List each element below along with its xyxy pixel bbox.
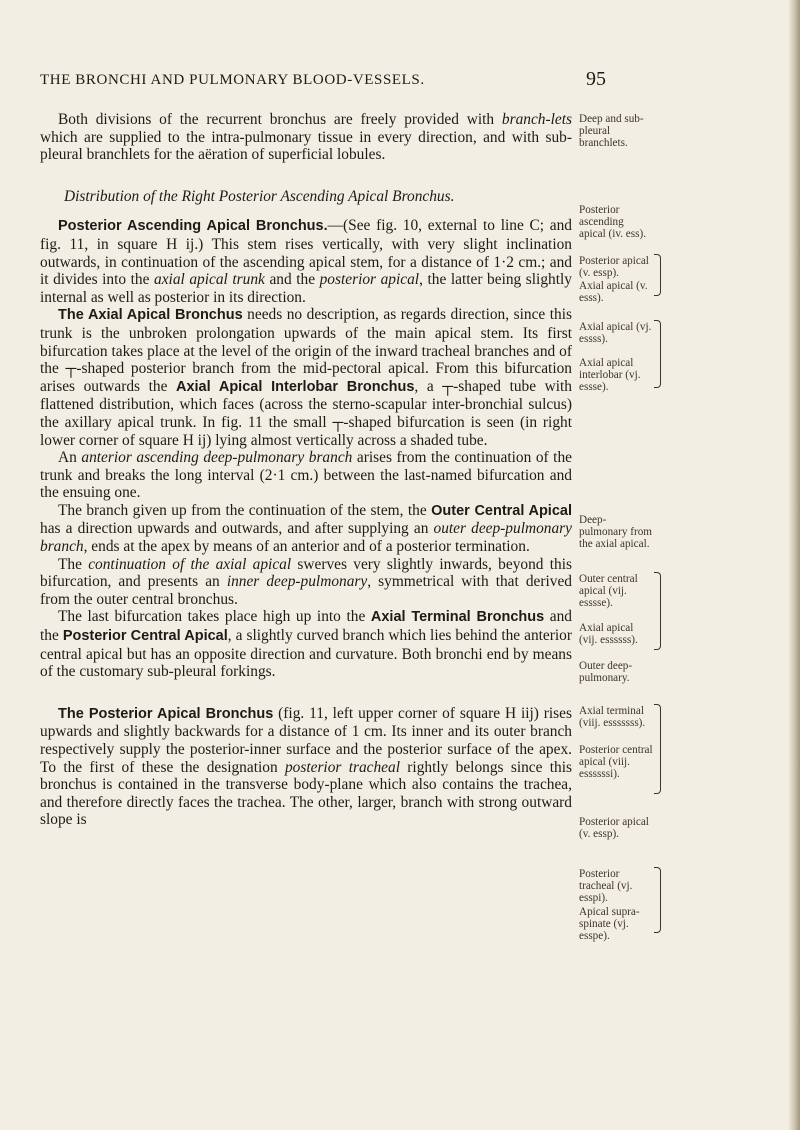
margin-note: Posterior tracheal (vj. esspi). (579, 868, 633, 905)
margin-bracket (654, 254, 661, 296)
margin-bracket (654, 704, 661, 794)
margin-bracket (654, 867, 661, 933)
margin-note: Axial apical (vj. essss). (579, 321, 652, 346)
margin-note: Deep and sub-pleural branchlets. (579, 113, 644, 150)
main-text-column (40, 111, 572, 829)
paragraph-posterior-apical: The Posterior Apical Bronchus (fig. 11, left upper corner of square H iij) rises upwards and slightly backwards for a distance of 1 cm. Its inner and its outer branch respectively supply the posterior-inner surface and the posterior surface of the apex. To the first of these the designation posterior tracheal rightly belongs since this bronchus is contained in the transverse body-plane which also contains the trachea, and therefore directly faces the trachea. The other, larger, branch with strong outward slope is (40, 704, 572, 829)
margin-note: Axial apical (vij. essssss). (579, 622, 638, 647)
margin-note: Posterior apical (v. essp). (579, 255, 649, 280)
paragraph-axial-apical: The Axial Apical Bronchus needs no description, as regards direction, since this trunk is the unbroken prolongation upwards of the main apical stem. Its first bifurcation takes place at the level of the origin of the inward tracheal branches and of the ┬-shaped posterior branch from the mid-pectoral apical. From this bifurcation arises outwards the Axial Apical Interlobar Bronchus, a ┬-shaped tube with flattened distribution, which faces (across the sterno-scapular inter-bronchial sulcus) the axillary apical trunk. In fig. 11 the small ┬-shaped bifurcation is seen (in right lower corner of square H ij) lying almost vertically across a shaded tube. (40, 306, 573, 449)
margin-note: Posterior apical (v. essp). (579, 816, 649, 841)
paragraph-continuation: The continuation of the axial apical swerves very slightly inwards, beyond this bifurcation, and presents an inner deep-pulmonary, symmetrical with that derived from the outer central bronchus. (40, 555, 572, 608)
page-number: 95 (586, 68, 606, 90)
margin-bracket (654, 320, 661, 388)
margin-note: Axial apical interlobar (vj. essse). (579, 357, 641, 394)
margin-note: Axial terminal (viij. esssssss). (579, 705, 646, 730)
paragraph-posterior-ascending: Posterior Ascending Apical Bronchus.—(See fig. 10, external to line C; and fig. 11, in square H ij.) This stem rises vertically, with very slight inclination outwards, in continuation of the ascending apical stem, for a distance of 1·2 cm.; and it divides into the axial apical trunk and the posterior apical, the latter being slightly internal as well as posterior in its direction. (40, 217, 572, 306)
paragraph-outer-central: The branch given up from the continuation of the stem, the Outer Central Apical has a direction upwards and outwards, and after supplying an outer deep-pulmonary branch, ends at the apex by means of an anterior and of a posterior termination. (40, 501, 572, 556)
margin-note: Posterior ascending apical (iv. ess). (579, 204, 646, 241)
paragraph-deep-pulmonary: An anterior ascending deep-pulmonary branch arises from the continuation of the trunk and breaks the long interval (2·1 cm.) between the last-named bifurcation and the ensuing one. (40, 449, 572, 502)
paragraph-axial-terminal: The last bifurcation takes place high up into the Axial Terminal Bronchus and the Posterior Central Apical, a slightly curved branch which lies behind the anterior central apical but has an opposite direction and curvature. Both bronchi end by means of the customary sub-pleural forkings. (40, 608, 573, 681)
page-edge-shadow (788, 0, 800, 1130)
margin-note: Outer deep-pulmonary. (579, 660, 633, 685)
margin-note: Apical supra-spinate (vj. esspe). (579, 906, 640, 943)
margin-note: Axial apical (v. esss). (579, 280, 648, 305)
margin-note: Deep-pulmonary from the axial apical. (579, 514, 653, 551)
section-heading: Distribution of the Right Posterior Ascending Apical Bronchus. (64, 187, 455, 205)
margin-note: Outer central apical (vij. esssse). (579, 573, 638, 610)
running-title: THE BRONCHI AND PULMONARY BLOOD-VESSELS. (40, 72, 425, 88)
margin-bracket (654, 572, 661, 650)
paragraph-branchlets: Both divisions of the recurrent bronchus are freely provided with branch-lets which are supplied to the intra-pulmonary tissue in every direction, and with sub-pleural branchlets for the aëration of superficial lobules. (40, 111, 572, 164)
margin-note: Posterior central apical (viij. essssssi). (579, 744, 653, 781)
